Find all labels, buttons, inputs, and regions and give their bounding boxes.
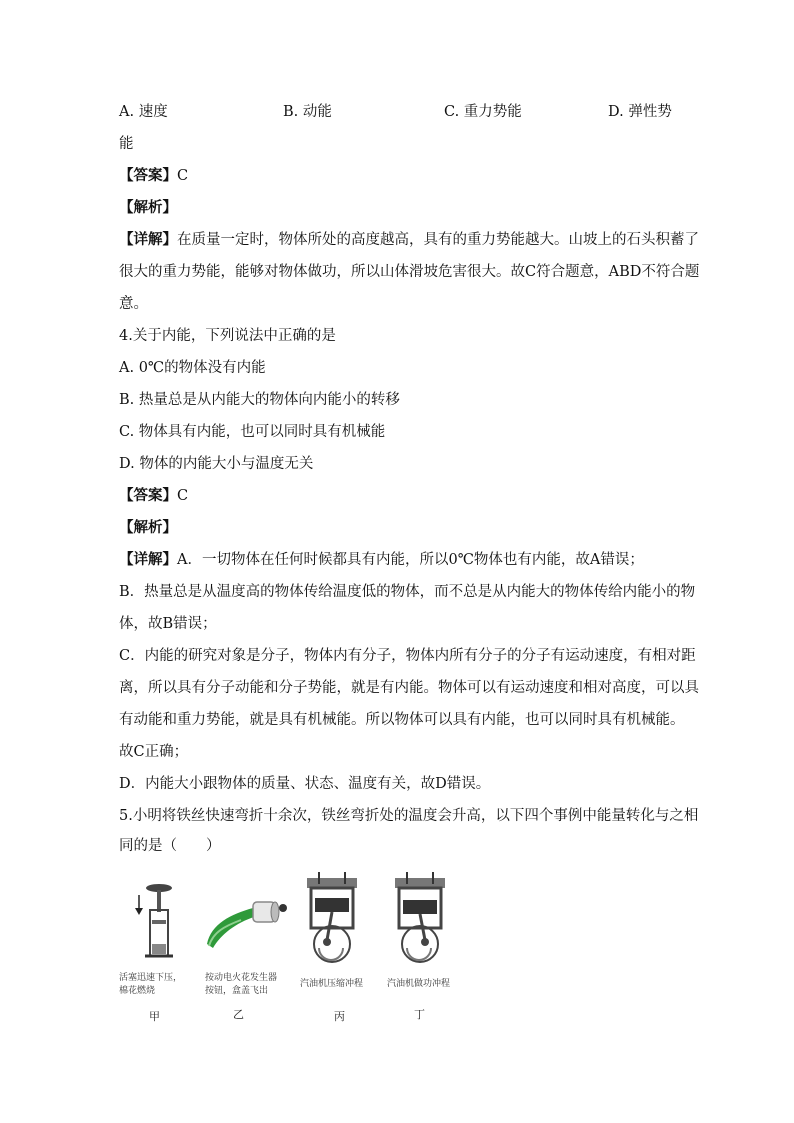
caption-line: 汽油机做功冲程 — [387, 979, 451, 989]
q3-answer — [119, 166, 188, 186]
q4-detail-line-2: B．热量总是从温度高的物体传给温度低的物体，而不总是从内能大的物体传给内能小的物 — [119, 584, 696, 600]
caption-line: 活塞迅速下压， — [119, 973, 183, 983]
q4-option-b: B. 热量总是从内能大的物体向内能小的转移 — [119, 392, 400, 408]
caption-line: 汽油机压缩冲程 — [300, 979, 364, 989]
detail-text: A．一切物体在任何时候都具有内能，所以0℃物体也有内能，故A错误； — [177, 552, 644, 568]
figure-fire-piston — [117, 860, 197, 970]
q5-stem-line-1: 5.小明将铁丝快速弯折十余次，铁丝弯折处的温度会升高，以下四个事例中能量转化与之相 — [119, 808, 699, 824]
spark-generator-illustration — [201, 884, 291, 954]
q3-option-d: D. 弹性势 — [608, 104, 672, 120]
figure-power-stroke — [385, 870, 455, 970]
q3-option-a: A. 速度 — [119, 104, 168, 120]
fire-piston-illustration — [117, 860, 197, 970]
answer-tag: 【答案】 — [119, 167, 177, 184]
figure-label-yi: 乙 — [233, 1008, 244, 1021]
figure-label-bing: 丙 — [334, 1010, 345, 1023]
q4-option-c: C. 物体具有内能，也可以同时具有机械能 — [119, 424, 386, 440]
power-stroke-illustration — [385, 870, 455, 970]
compression-stroke-illustration — [297, 870, 367, 970]
figure-caption-yi — [205, 972, 277, 998]
figure-spark-generator — [201, 884, 291, 954]
q4-detail-line-6: 有动能和重力势能，就是具有机械能。所以物体可以具有内能，也可以同时具有机械能。 — [119, 712, 685, 728]
answer-value: C — [177, 168, 189, 184]
q4-detail-line-4: C．内能的研究对象是分子，物体内有分子，物体内所有分子的分子有运动速度，有相对距 — [119, 648, 696, 664]
q4-option-a: A. 0℃的物体没有内能 — [119, 360, 266, 376]
q3-option-b: B. 动能 — [283, 104, 332, 120]
answer-tag: 【答案】 — [119, 487, 177, 504]
answer-value: C — [177, 488, 189, 504]
figure-label-jia: 甲 — [149, 1010, 160, 1023]
figure-caption-ding — [387, 978, 450, 991]
q3-option-wrap: 能 — [119, 136, 134, 152]
figure-compression-stroke — [297, 870, 367, 970]
detail-tag: 【详解】 — [119, 551, 177, 568]
q5-figures — [117, 860, 477, 1030]
caption-line: 按动电火花发生器 — [205, 973, 278, 983]
q4-detail-line-3: 体，故B错误； — [119, 616, 217, 632]
q4-option-d: D. 物体的内能大小与温度无关 — [119, 456, 314, 472]
detail-text: 在质量一定时，物体所处的高度越高，具有的重力势能越大。山坡上的石头积蓄了 — [177, 232, 699, 248]
detail-tag: 【详解】 — [119, 231, 177, 248]
q3-analysis-tag: 【解析】 — [119, 199, 177, 216]
figure-caption-jia — [119, 972, 182, 998]
caption-line: 按钮，盒盖飞出 — [205, 986, 269, 996]
q4-detail-line-1 — [119, 550, 644, 570]
q4-stem: 4.关于内能，下列说法中正确的是 — [119, 328, 336, 344]
q3-detail-line-3: 意。 — [119, 296, 148, 312]
figure-label-ding: 丁 — [414, 1008, 425, 1021]
q4-detail-line-5: 离，所以具有分子动能和分子势能，就是有内能。物体可以有运动速度和相对高度，可以具 — [119, 680, 699, 696]
q4-detail-line-8: D．内能大小跟物体的质量、状态、温度有关，故D错误。 — [119, 776, 491, 792]
figure-caption-bing — [300, 978, 363, 991]
q3-detail-line-2: 很大的重力势能，能够对物体做功，所以山体滑坡危害很大。故C符合题意，ABD不符合题 — [119, 264, 700, 280]
q3-option-c: C. 重力势能 — [444, 104, 522, 120]
caption-line: 棉花燃烧 — [119, 986, 156, 996]
q4-analysis-tag: 【解析】 — [119, 519, 177, 536]
q3-detail-line-1 — [119, 230, 699, 250]
q4-detail-line-7: 故C正确； — [119, 744, 189, 760]
q5-stem-line-2: 同的是（ ） — [119, 838, 221, 854]
q4-answer — [119, 486, 188, 506]
